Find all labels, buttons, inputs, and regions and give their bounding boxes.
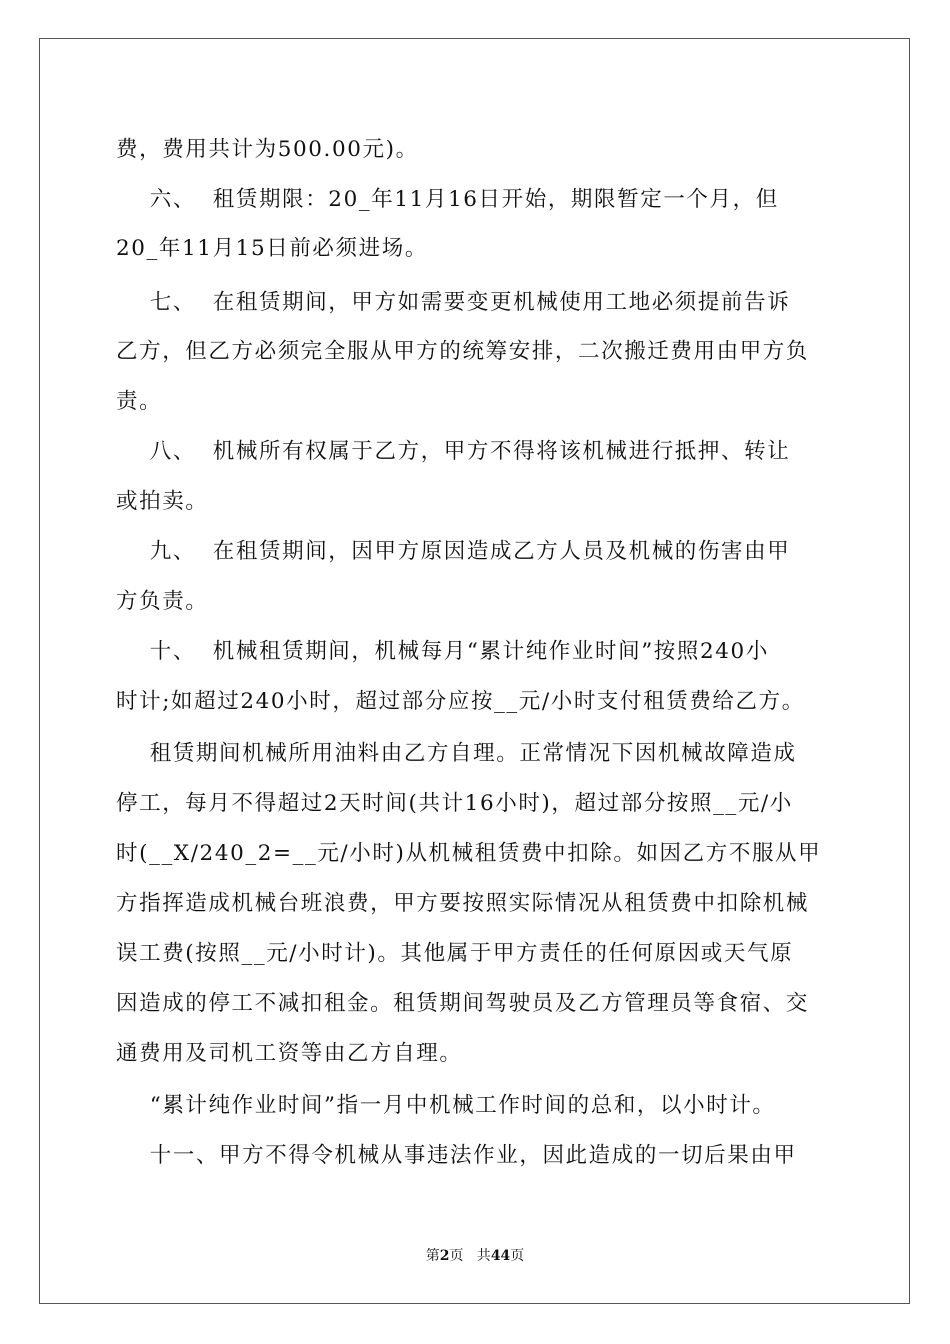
text-line: 方指挥造成机械台班浪费，甲方要按照实际情况从租赁费中扣除机械 [116,891,810,916]
text-line: 误工费(按照__元/小时计)。其他属于甲方责任的任何原因或天气原 [116,941,794,966]
text-line: 七、 在租赁期间，甲方如需要变更机械使用工地必须提前告诉 [116,290,791,315]
footer-prefix: 第 [425,1248,440,1264]
text-line: 十一、甲方不得令机械从事违法作业，因此造成的一切后果由甲 [116,1143,797,1168]
text-line: 十、 机械租赁期间，机械每月“累计纯作业时间”按照240小 [116,639,769,664]
text-line: 时(__X/240_2=__元/小时)从机械租赁费中扣除。如因乙方不服从甲 [116,841,822,866]
page-footer [0,1245,950,1265]
text-line: 时计;如超过240小时，超过部分应按__元/小时支付租赁费给乙方。 [116,689,805,714]
text-line: 或拍卖。 [116,489,209,514]
text-line: 方负责。 [116,589,209,614]
text-line: 九、 在租赁期间，因甲方原因造成乙方人员及机械的伤害由甲 [116,539,791,564]
text-line: 因造成的停工不减扣租金。租赁期间驾驶员及乙方管理员等食宿、交 [116,991,810,1016]
text-line: 八、 机械所有权属于乙方，甲方不得将该机械进行抵押、转让 [116,439,791,464]
footer-mid: 页 共 [449,1248,491,1264]
text-line: 通费用及司机工资等由乙方自理。 [116,1041,463,1066]
text-line: “累计纯作业时间”指一月中机械工作时间的总和，以小时计。 [116,1093,776,1118]
text-line: 20_年11月15日前必须进场。 [116,236,428,261]
text-line: 责。 [116,389,163,414]
text-line: 租赁期间机械所用油料由乙方自理。正常情况下因机械故障造成 [116,741,797,766]
text-line: 费，费用共计为500.00元)。 [116,137,419,162]
page-number: 2 [439,1248,450,1264]
text-line: 六、 租赁期限：20_年11月16日开始，期限暂定一个月，但 [116,187,779,212]
text-line: 停工，每月不得超过2天时间(共计16小时)，超过部分按照__元/小 [116,791,793,816]
footer-suffix: 页 [510,1248,525,1264]
text-line: 乙方，但乙方必须完全服从甲方的统筹安排，二次搬迁费用由甲方负 [116,339,810,364]
total-pages: 44 [490,1248,511,1264]
